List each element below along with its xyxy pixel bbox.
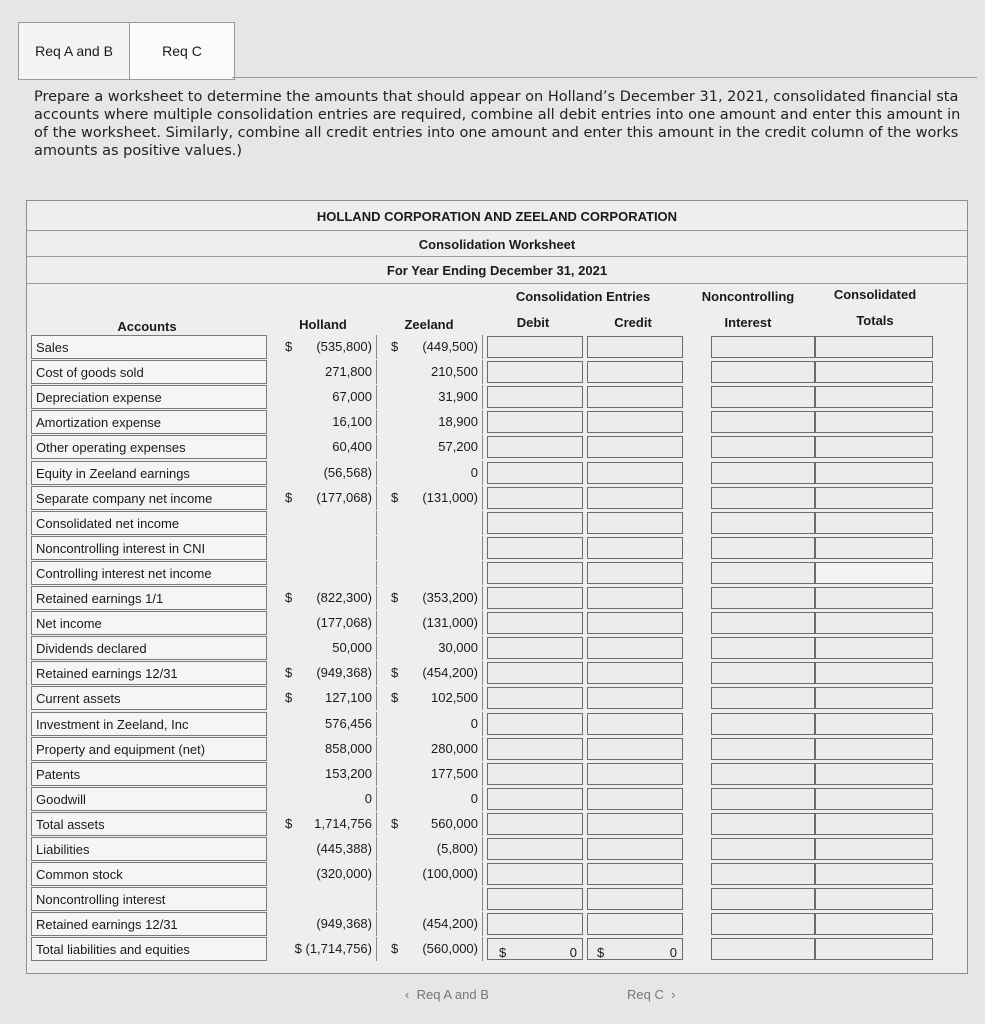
consolidated-total-input[interactable] (815, 487, 933, 509)
instruction-line: of the worksheet. Similarly, combine all credit entries into one amount and enter this amount in the credit column of the works (34, 125, 959, 141)
instruction-line: accounts where multiple consolidation entries are required, combine all debit entries into one amount and enter this amount in (34, 107, 961, 123)
worksheet-period: For Year Ending December 31, 2021 (386, 263, 608, 278)
credit-input[interactable] (587, 713, 683, 735)
consolidated-total-input[interactable] (815, 512, 933, 534)
consolidated-total-input[interactable] (815, 336, 933, 358)
zeeland-value: 30,000 (377, 636, 483, 660)
credit-input[interactable] (587, 888, 683, 910)
account-label: Goodwill (31, 787, 267, 811)
debit-input[interactable] (487, 336, 583, 358)
credit-input[interactable] (587, 763, 683, 785)
account-label: Depreciation expense (31, 385, 267, 409)
zeeland-value: (353,200) (377, 586, 483, 610)
debit-total-symbol: $ (499, 945, 507, 960)
debit-input[interactable] (487, 361, 583, 383)
credit-input[interactable] (587, 863, 683, 885)
worksheet-title: HOLLAND CORPORATION AND ZEELAND CORPORATION (316, 209, 678, 224)
credit-input[interactable] (587, 512, 683, 534)
credit-input[interactable] (587, 637, 683, 659)
debit-input[interactable] (487, 587, 583, 609)
holland-value (271, 536, 377, 560)
holland-value: 0 (271, 787, 377, 811)
zeeland-value: (454,200) (377, 661, 483, 685)
noncontrolling-interest-input[interactable] (711, 813, 815, 835)
instruction-line: Prepare a worksheet to determine the amounts that should appear on Holland’s December 31, 2021, consolidated financial sta (34, 89, 959, 105)
zeeland-dollar-sign: $ (391, 665, 399, 680)
debit-input[interactable] (487, 813, 583, 835)
credit-input[interactable] (587, 788, 683, 810)
noncontrolling-interest-input[interactable] (711, 587, 815, 609)
zeeland-value (377, 536, 483, 560)
noncontrolling-interest-input[interactable] (711, 938, 815, 960)
debit-input[interactable] (487, 637, 583, 659)
zeeland-dollar-sign: $ (391, 941, 399, 956)
credit-input[interactable] (587, 612, 683, 634)
divider (27, 283, 967, 284)
debit-input[interactable] (487, 512, 583, 534)
accounts-header: Accounts (117, 319, 177, 334)
account-label: Equity in Zeeland earnings (31, 461, 267, 485)
holland-value: (949,368) (271, 912, 377, 936)
noncontrolling-interest-input[interactable] (711, 713, 815, 735)
tab-divider (232, 77, 977, 78)
holland-value: (177,068) (271, 611, 377, 635)
account-label: Separate company net income (31, 486, 267, 510)
noncontrolling-interest-input[interactable] (711, 913, 815, 935)
account-label: Noncontrolling interest (31, 887, 267, 911)
noncontrolling-interest-input[interactable] (711, 487, 815, 509)
consolidated-total-input[interactable] (815, 838, 933, 860)
account-label: Total liabilities and equities (31, 937, 267, 961)
account-label: Investment in Zeeland, Inc (31, 712, 267, 736)
zeeland-dollar-sign: $ (391, 590, 399, 605)
debit-input[interactable] (487, 662, 583, 684)
consolidated-total-input[interactable] (815, 587, 933, 609)
divider (27, 230, 967, 231)
debit-input[interactable] (487, 738, 583, 760)
tab-req-c[interactable]: Req C (130, 22, 235, 80)
credit-input[interactable] (587, 838, 683, 860)
credit-input[interactable] (587, 336, 683, 358)
holland-value: 858,000 (271, 737, 377, 761)
consolidation-worksheet (26, 200, 968, 974)
consolidated-total-input[interactable] (815, 913, 933, 935)
debit-input[interactable] (487, 687, 583, 709)
consolidated-total-input[interactable] (815, 863, 933, 885)
holland-value: 271,800 (271, 360, 377, 384)
debit-input[interactable] (487, 462, 583, 484)
consolidated-total-input[interactable] (815, 813, 933, 835)
tab-bar (18, 22, 235, 80)
prev-nav[interactable] (405, 987, 489, 1002)
zeeland-value: (131,000) (377, 486, 483, 510)
account-label: Consolidated net income (31, 511, 267, 535)
holland-value: $ (1,714,756) (271, 937, 377, 961)
credit-input[interactable] (587, 487, 683, 509)
credit-input[interactable] (587, 913, 683, 935)
holland-dollar-sign: $ (285, 490, 293, 505)
account-label: Noncontrolling interest in CNI (31, 536, 267, 560)
debit-input[interactable] (487, 537, 583, 559)
zeeland-dollar-sign: $ (391, 816, 399, 831)
holland-value: 153,200 (271, 762, 377, 786)
credit-input[interactable] (587, 436, 683, 458)
noncontrolling-interest-input[interactable] (711, 888, 815, 910)
noncontrolling-interest-input[interactable] (711, 462, 815, 484)
consolidated-total-input[interactable] (815, 637, 933, 659)
noncontrolling-interest-input[interactable] (711, 411, 815, 433)
noncontrolling-interest-input[interactable] (711, 738, 815, 760)
zeeland-value: (449,500) (377, 335, 483, 359)
noncontrolling-interest-input[interactable] (711, 838, 815, 860)
account-label: Amortization expense (31, 410, 267, 434)
zeeland-value: 31,900 (377, 385, 483, 409)
debit-input[interactable] (487, 913, 583, 935)
noncontrolling-interest-input[interactable] (711, 336, 815, 358)
zeeland-value: 0 (377, 712, 483, 736)
consolidated-header-line2: Totals (856, 313, 894, 328)
noncontrolling-interest-input[interactable] (711, 436, 815, 458)
noncontrolling-interest-input[interactable] (711, 662, 815, 684)
consolidated-total-input[interactable] (815, 738, 933, 760)
account-label: Retained earnings 1/1 (31, 586, 267, 610)
zeeland-value: 0 (377, 461, 483, 485)
debit-input[interactable] (487, 888, 583, 910)
credit-total-symbol: $ (597, 945, 605, 960)
consolidated-total-input[interactable] (815, 537, 933, 559)
instruction-line: amounts as positive values.) (34, 143, 243, 159)
credit-input[interactable] (587, 687, 683, 709)
debit-input[interactable] (487, 436, 583, 458)
debit-input[interactable] (487, 763, 583, 785)
holland-value (271, 887, 377, 911)
instructions (34, 88, 982, 160)
holland-dollar-sign: $ (285, 590, 293, 605)
zeeland-value: 0 (377, 787, 483, 811)
credit-input[interactable] (587, 462, 683, 484)
zeeland-value: 177,500 (377, 762, 483, 786)
noncontrolling-interest-input[interactable] (711, 562, 815, 584)
consolidated-total-input[interactable] (815, 436, 933, 458)
holland-dollar-sign: $ (285, 665, 293, 680)
debit-input[interactable] (487, 863, 583, 885)
zeeland-value: 18,900 (377, 410, 483, 434)
zeeland-value: 280,000 (377, 737, 483, 761)
consolidated-total-input[interactable] (815, 687, 933, 709)
next-nav[interactable] (627, 987, 675, 1002)
account-label: Property and equipment (net) (31, 737, 267, 761)
consolidated-total-input[interactable] (815, 763, 933, 785)
chevron-left-icon: ‹ (405, 987, 410, 1002)
holland-value: 67,000 (271, 385, 377, 409)
holland-dollar-sign: $ (285, 816, 293, 831)
credit-input[interactable] (587, 562, 683, 584)
zeeland-value: (131,000) (377, 611, 483, 635)
zeeland-value: (454,200) (377, 912, 483, 936)
holland-value: 576,456 (271, 712, 377, 736)
account-label: Net income (31, 611, 267, 635)
debit-input[interactable] (487, 562, 583, 584)
noncontrolling-interest-input[interactable] (711, 763, 815, 785)
debit-input[interactable] (487, 838, 583, 860)
noncontrolling-header-line2: Interest (724, 315, 772, 330)
account-label: Current assets (31, 686, 267, 710)
holland-value: (822,300) (271, 586, 377, 610)
account-label: Liabilities (31, 837, 267, 861)
consolidated-total-input[interactable] (815, 361, 933, 383)
debit-input[interactable] (487, 487, 583, 509)
debit-input[interactable] (487, 411, 583, 433)
credit-total: 0 (669, 945, 677, 960)
zeeland-value (377, 561, 483, 585)
noncontrolling-interest-input[interactable] (711, 637, 815, 659)
holland-value: (177,068) (271, 486, 377, 510)
noncontrolling-interest-input[interactable] (711, 863, 815, 885)
zeeland-dollar-sign: $ (391, 339, 399, 354)
account-label: Retained earnings 12/31 (31, 912, 267, 936)
holland-value: (445,388) (271, 837, 377, 861)
noncontrolling-header-line1: Noncontrolling (701, 289, 795, 304)
holland-value: (949,368) (271, 661, 377, 685)
noncontrolling-interest-input[interactable] (711, 687, 815, 709)
consolidated-total-input[interactable] (815, 788, 933, 810)
account-label: Controlling interest net income (31, 561, 267, 585)
noncontrolling-interest-input[interactable] (711, 386, 815, 408)
holland-value (271, 511, 377, 535)
account-label: Patents (31, 762, 267, 786)
zeeland-value: (100,000) (377, 862, 483, 886)
consolidated-total-input[interactable] (815, 938, 933, 960)
account-label: Cost of goods sold (31, 360, 267, 384)
zeeland-value: (560,000) (377, 937, 483, 961)
consolidated-total-input[interactable] (815, 562, 933, 584)
zeeland-value: 102,500 (377, 686, 483, 710)
holland-dollar-sign: $ (285, 690, 293, 705)
debit-total: 0 (569, 945, 577, 960)
noncontrolling-interest-input[interactable] (711, 512, 815, 534)
credit-input[interactable] (587, 587, 683, 609)
consolidated-total-input[interactable] (815, 386, 933, 408)
zeeland-value: 57,200 (377, 435, 483, 459)
credit-input[interactable] (587, 738, 683, 760)
noncontrolling-interest-input[interactable] (711, 612, 815, 634)
holland-value: 16,100 (271, 410, 377, 434)
consolidated-header-line1: Consolidated (833, 287, 917, 302)
next-nav-label: Req C (627, 987, 664, 1002)
prev-nav-label: Req A and B (416, 987, 489, 1002)
zeeland-value (377, 511, 483, 535)
debit-input[interactable] (487, 713, 583, 735)
holland-value: (56,568) (271, 461, 377, 485)
consolidated-total-input[interactable] (815, 612, 933, 634)
chevron-right-icon: › (671, 987, 676, 1002)
zeeland-value: 210,500 (377, 360, 483, 384)
consolidated-total-input[interactable] (815, 662, 933, 684)
noncontrolling-interest-input[interactable] (711, 788, 815, 810)
credit-input[interactable] (587, 361, 683, 383)
zeeland-dollar-sign: $ (391, 690, 399, 705)
holland-value: 50,000 (271, 636, 377, 660)
holland-value: (320,000) (271, 862, 377, 886)
holland-value: 60,400 (271, 435, 377, 459)
divider (27, 256, 967, 257)
account-label: Total assets (31, 812, 267, 836)
holland-value: 127,100 (271, 686, 377, 710)
holland-value (271, 561, 377, 585)
credit-input[interactable] (587, 813, 683, 835)
worksheet-subtitle: Consolidation Worksheet (418, 237, 576, 252)
consolidated-total-input[interactable] (815, 713, 933, 735)
zeeland-value (377, 887, 483, 911)
holland-header: Holland (299, 317, 347, 332)
holland-dollar-sign: $ (285, 339, 293, 354)
debit-input[interactable] (487, 788, 583, 810)
consolidated-total-input[interactable] (815, 411, 933, 433)
account-label: Common stock (31, 862, 267, 886)
credit-input[interactable] (587, 411, 683, 433)
noncontrolling-interest-input[interactable] (711, 361, 815, 383)
account-label: Other operating expenses (31, 435, 267, 459)
zeeland-value: 560,000 (377, 812, 483, 836)
holland-value: (535,800) (271, 335, 377, 359)
zeeland-dollar-sign: $ (391, 490, 399, 505)
consolidated-total-input[interactable] (815, 462, 933, 484)
credit-input[interactable] (587, 537, 683, 559)
tab-req-a-and-b[interactable]: Req A and B (18, 22, 130, 80)
holland-value: 1,714,756 (271, 812, 377, 836)
consolidation-entries-header: Consolidation Entries (515, 289, 651, 304)
credit-input[interactable] (587, 386, 683, 408)
account-label: Dividends declared (31, 636, 267, 660)
zeeland-value: (5,800) (377, 837, 483, 861)
credit-input[interactable] (587, 662, 683, 684)
credit-header: Credit (614, 315, 652, 330)
account-label: Sales (31, 335, 267, 359)
noncontrolling-interest-input[interactable] (711, 537, 815, 559)
zeeland-header: Zeeland (404, 317, 454, 332)
debit-header: Debit (516, 315, 550, 330)
consolidated-total-input[interactable] (815, 888, 933, 910)
debit-input[interactable] (487, 386, 583, 408)
account-label: Retained earnings 12/31 (31, 661, 267, 685)
debit-input[interactable] (487, 612, 583, 634)
